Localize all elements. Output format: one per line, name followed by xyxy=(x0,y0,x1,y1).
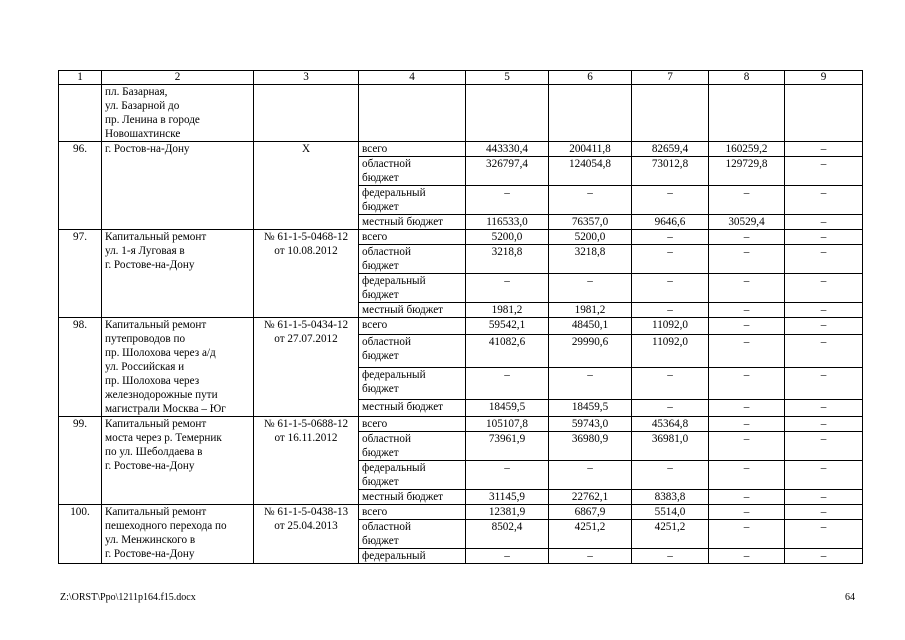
document-cell: № 61-1-5-0434-12 от 27.07.2012 xyxy=(254,318,359,417)
value-cell: – xyxy=(785,186,863,215)
value-cell: 5200,0 xyxy=(549,230,632,245)
entry-number-cell: 98. xyxy=(59,318,102,417)
funding-type-cell: всего xyxy=(359,142,466,157)
value-cell: – xyxy=(632,303,709,318)
value-cell: 48450,1 xyxy=(549,318,632,335)
value-cell: 105107,8 xyxy=(466,417,549,432)
entry-number-cell xyxy=(59,85,102,142)
document-cell: № 61-1-5-0688-12 от 16.11.2012 xyxy=(254,417,359,505)
value-cell: 36980,9 xyxy=(549,432,632,461)
funding-type-cell: федеральный xyxy=(359,549,466,564)
header-cell: 5 xyxy=(466,71,549,85)
header-cell: 3 xyxy=(254,71,359,85)
value-cell: – xyxy=(466,274,549,303)
value-cell: – xyxy=(709,432,785,461)
funding-type-cell: всего xyxy=(359,505,466,520)
funding-row xyxy=(59,505,863,520)
entry-number-cell: 100. xyxy=(59,505,102,564)
value-cell: – xyxy=(632,245,709,274)
header-cell: 7 xyxy=(632,71,709,85)
footer-page-number: 64 xyxy=(845,592,855,603)
value-cell: – xyxy=(549,549,632,564)
funding-row xyxy=(59,142,863,157)
value-cell: 18459,5 xyxy=(549,400,632,417)
object-name-cell: г. Ростов-на-Дону xyxy=(102,142,254,230)
value-cell: 4251,2 xyxy=(632,520,709,549)
value-cell: – xyxy=(785,505,863,520)
value-cell: – xyxy=(785,303,863,318)
value-cell: 36981,0 xyxy=(632,432,709,461)
value-cell: 5200,0 xyxy=(466,230,549,245)
value-cell: 30529,4 xyxy=(709,215,785,230)
value-cell xyxy=(785,85,863,142)
funding-row xyxy=(59,318,863,335)
value-cell: – xyxy=(709,334,785,367)
header-cell: 1 xyxy=(59,71,102,85)
object-name-cell: Капитальный ремонт ул. 1-я Луговая в г. Ростове-на-Дону xyxy=(102,230,254,318)
value-cell: 326797,4 xyxy=(466,157,549,186)
value-cell: – xyxy=(785,490,863,505)
value-cell: 22762,1 xyxy=(549,490,632,505)
budget-table xyxy=(58,70,863,564)
value-cell: 31145,9 xyxy=(466,490,549,505)
value-cell: 12381,9 xyxy=(466,505,549,520)
value-cell: 41082,6 xyxy=(466,334,549,367)
funding-type-cell xyxy=(359,85,466,142)
funding-type-cell: областной бюджет xyxy=(359,157,466,186)
object-name-cell: Капитальный ремонт моста через р. Темерник по ул. Шеболдаева в г. Ростове-на-Дону xyxy=(102,417,254,505)
value-cell: – xyxy=(709,400,785,417)
funding-type-cell: областной бюджет xyxy=(359,334,466,367)
value-cell: – xyxy=(785,274,863,303)
value-cell: – xyxy=(632,186,709,215)
object-name-cell: пл. Базарная, ул. Базарной до пр. Ленина в городе Новошахтинске xyxy=(102,85,254,142)
value-cell: 124054,8 xyxy=(549,157,632,186)
funding-type-cell: всего xyxy=(359,318,466,335)
value-cell: – xyxy=(709,274,785,303)
funding-type-cell: всего xyxy=(359,417,466,432)
value-cell: – xyxy=(709,245,785,274)
value-cell: – xyxy=(632,274,709,303)
value-cell: – xyxy=(785,461,863,490)
funding-type-cell: местный бюджет xyxy=(359,303,466,318)
value-cell xyxy=(549,85,632,142)
value-cell: – xyxy=(785,334,863,367)
value-cell: – xyxy=(785,215,863,230)
value-cell: 129729,8 xyxy=(709,157,785,186)
value-cell: – xyxy=(785,417,863,432)
value-cell: 5514,0 xyxy=(632,505,709,520)
value-cell: 116533,0 xyxy=(466,215,549,230)
value-cell: – xyxy=(709,417,785,432)
value-cell: 200411,8 xyxy=(549,142,632,157)
value-cell: 73961,9 xyxy=(466,432,549,461)
value-cell xyxy=(466,85,549,142)
value-cell: – xyxy=(785,318,863,335)
value-cell: 29990,6 xyxy=(549,334,632,367)
footer-file-path: Z:\ORST\Ppo\1211p164.f15.docx xyxy=(60,592,196,603)
value-cell: – xyxy=(785,157,863,186)
value-cell: – xyxy=(632,400,709,417)
value-cell: 11092,0 xyxy=(632,318,709,335)
value-cell: – xyxy=(632,549,709,564)
value-cell: – xyxy=(709,520,785,549)
header-cell: 2 xyxy=(102,71,254,85)
object-name-cell: Капитальный ремонт путепроводов по пр. Шолохова через а/д ул. Российская и пр. Шолохова через железнодорожные пути магистрали Москва – Юг xyxy=(102,318,254,417)
value-cell: – xyxy=(785,230,863,245)
object-name-cell: Капитальный ремонт пешеходного перехода по ул. Менжинского в г. Ростове-на-Дону xyxy=(102,505,254,564)
header-cell: 4 xyxy=(359,71,466,85)
value-cell xyxy=(709,85,785,142)
value-cell: – xyxy=(632,230,709,245)
value-cell: – xyxy=(785,520,863,549)
value-cell: – xyxy=(466,367,549,400)
funding-type-cell: федеральный бюджет xyxy=(359,186,466,215)
funding-type-cell: областной бюджет xyxy=(359,520,466,549)
value-cell: – xyxy=(709,303,785,318)
value-cell: 9646,6 xyxy=(632,215,709,230)
funding-type-cell: местный бюджет xyxy=(359,215,466,230)
value-cell: – xyxy=(632,367,709,400)
value-cell: – xyxy=(466,186,549,215)
header-row xyxy=(59,71,863,85)
value-cell: – xyxy=(709,549,785,564)
value-cell: 3218,8 xyxy=(466,245,549,274)
value-cell: – xyxy=(709,230,785,245)
document-cell xyxy=(254,85,359,142)
value-cell: – xyxy=(785,549,863,564)
value-cell: 4251,2 xyxy=(549,520,632,549)
continuation-row xyxy=(59,85,863,142)
header-cell: 8 xyxy=(709,71,785,85)
value-cell: – xyxy=(709,490,785,505)
value-cell: 6867,9 xyxy=(549,505,632,520)
value-cell: 45364,8 xyxy=(632,417,709,432)
value-cell: 8502,4 xyxy=(466,520,549,549)
value-cell: – xyxy=(785,142,863,157)
value-cell: 59743,0 xyxy=(549,417,632,432)
entry-number-cell: 99. xyxy=(59,417,102,505)
value-cell: – xyxy=(709,505,785,520)
funding-type-cell: федеральный бюджет xyxy=(359,367,466,400)
funding-type-cell: областной бюджет xyxy=(359,432,466,461)
value-cell: – xyxy=(709,318,785,335)
value-cell: 1981,2 xyxy=(466,303,549,318)
value-cell: – xyxy=(549,186,632,215)
value-cell: 82659,4 xyxy=(632,142,709,157)
value-cell: – xyxy=(549,367,632,400)
funding-type-cell: областной бюджет xyxy=(359,245,466,274)
funding-row xyxy=(59,230,863,245)
value-cell: 11092,0 xyxy=(632,334,709,367)
value-cell: 18459,5 xyxy=(466,400,549,417)
funding-type-cell: федеральный бюджет xyxy=(359,274,466,303)
header-cell: 9 xyxy=(785,71,863,85)
value-cell: – xyxy=(785,367,863,400)
document-cell: № 61-1-5-0438-13 от 25.04.2013 xyxy=(254,505,359,564)
value-cell: 59542,1 xyxy=(466,318,549,335)
value-cell: 76357,0 xyxy=(549,215,632,230)
funding-type-cell: местный бюджет xyxy=(359,490,466,505)
funding-type-cell: федеральный бюджет xyxy=(359,461,466,490)
value-cell: 3218,8 xyxy=(549,245,632,274)
value-cell: 1981,2 xyxy=(549,303,632,318)
value-cell: – xyxy=(709,367,785,400)
value-cell: – xyxy=(549,461,632,490)
value-cell: – xyxy=(785,400,863,417)
value-cell: 160259,2 xyxy=(709,142,785,157)
value-cell: – xyxy=(709,461,785,490)
value-cell: 443330,4 xyxy=(466,142,549,157)
entry-number-cell: 97. xyxy=(59,230,102,318)
value-cell: 73012,8 xyxy=(632,157,709,186)
value-cell: 8383,8 xyxy=(632,490,709,505)
value-cell xyxy=(632,85,709,142)
value-cell: – xyxy=(785,245,863,274)
value-cell: – xyxy=(632,461,709,490)
value-cell: – xyxy=(785,432,863,461)
value-cell: – xyxy=(549,274,632,303)
value-cell: – xyxy=(466,461,549,490)
document-cell: № 61-1-5-0468-12 от 10.08.2012 xyxy=(254,230,359,318)
value-cell: – xyxy=(466,549,549,564)
funding-type-cell: местный бюджет xyxy=(359,400,466,417)
entry-number-cell: 96. xyxy=(59,142,102,230)
value-cell: – xyxy=(709,186,785,215)
header-cell: 6 xyxy=(549,71,632,85)
document-cell: Х xyxy=(254,142,359,230)
funding-row xyxy=(59,417,863,432)
funding-type-cell: всего xyxy=(359,230,466,245)
